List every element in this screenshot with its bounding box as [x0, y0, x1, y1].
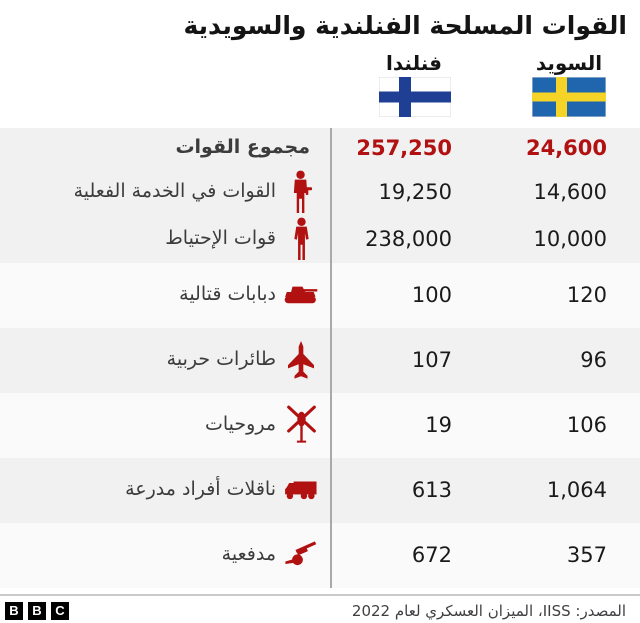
- footer: [0, 594, 640, 623]
- table-row-tanks: [0, 263, 640, 328]
- tank-icon: [284, 282, 318, 309]
- row-label: مجموع القوات: [175, 135, 310, 158]
- table-row-reserve-forces: [0, 216, 640, 263]
- finland-value: 19: [330, 393, 452, 458]
- column-headers: [0, 50, 640, 117]
- row-label: طائرات حربية: [166, 348, 276, 371]
- sweden-flag-icon: [532, 77, 606, 117]
- row-label-cell: [0, 523, 330, 588]
- source-text: المصدر: IISS، الميزان العسكري لعام 2022: [351, 601, 626, 620]
- bbc-logo: [5, 602, 69, 620]
- table-row-active-forces: [0, 168, 640, 216]
- row-label: القوات في الخدمة الفعلية: [73, 179, 276, 202]
- finland-value: 100: [330, 263, 452, 328]
- sweden-value: 10,000: [533, 227, 607, 252]
- person-icon: [284, 217, 318, 261]
- sweden-column-label: السويد: [535, 50, 603, 75]
- row-label: دبابات قتالية: [179, 283, 276, 306]
- finland-column-label: فنلندا: [386, 50, 442, 75]
- row-label-cell: [0, 216, 330, 263]
- row-label: قوات الإحتياط: [165, 227, 276, 250]
- fighter-jet-icon: [284, 341, 318, 380]
- row-label-cell: [0, 328, 330, 393]
- sweden-value: 357: [566, 543, 607, 568]
- sweden-value: 14,600: [533, 179, 607, 204]
- sweden-value: 1,064: [546, 478, 607, 503]
- artillery-icon: [284, 539, 318, 572]
- helicopter-icon: [284, 404, 318, 447]
- row-label-cell: [0, 458, 330, 523]
- bbc-logo-block: B: [28, 602, 46, 620]
- finland-value: 672: [330, 523, 452, 588]
- finland-value: 257,250: [330, 128, 452, 168]
- table-row-helicopters: [0, 393, 640, 458]
- row-label-cell: [0, 168, 330, 216]
- finland-value: 107: [330, 328, 452, 393]
- table-row-artillery: [0, 523, 640, 588]
- page-title: القوات المسلحة الفنلندية والسويدية: [183, 11, 627, 40]
- row-label-cell: [0, 128, 330, 168]
- finland-value: 613: [330, 458, 452, 523]
- finland-value: 238,000: [330, 216, 452, 263]
- bbc-logo-block: C: [51, 602, 69, 620]
- row-label: مروحيات: [205, 413, 276, 436]
- bbc-logo-block: B: [5, 602, 23, 620]
- finland-value: 19,250: [330, 168, 452, 216]
- personnel-section: [0, 128, 640, 263]
- column-sweden: [452, 50, 607, 117]
- sweden-value: 106: [566, 413, 607, 438]
- row-label: ناقلات أفراد مدرعة: [125, 478, 276, 501]
- sweden-value: 96: [580, 348, 607, 373]
- truck-icon: [284, 477, 318, 503]
- table-row-warplanes: [0, 328, 640, 393]
- sweden-value: 24,600: [525, 135, 607, 160]
- table-row-apcs: [0, 458, 640, 523]
- forces-table: [0, 128, 640, 588]
- finland-flag-icon: [379, 77, 451, 117]
- column-finland: [330, 50, 452, 117]
- row-label: مدفعية: [221, 543, 276, 566]
- table-row-total-forces: [0, 128, 640, 168]
- sweden-value: 120: [566, 283, 607, 308]
- row-label-cell: [0, 393, 330, 458]
- soldier-icon: [284, 170, 318, 214]
- row-label-cell: [0, 263, 330, 328]
